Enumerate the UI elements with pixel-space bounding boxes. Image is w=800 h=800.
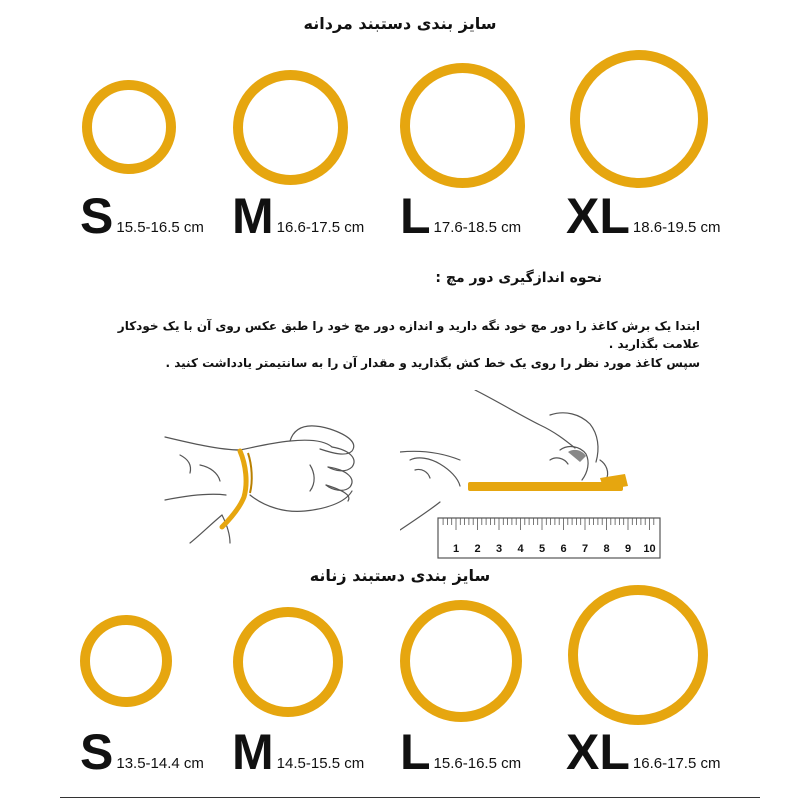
ruler-number-label: 6 [560, 543, 567, 555]
size-letter: L [400, 724, 431, 780]
men-size-s [80, 188, 204, 244]
women-ring-m [233, 607, 343, 717]
size-range: 15.5-16.5 cm [116, 219, 204, 236]
size-range: 16.6-17.5 cm [276, 219, 365, 236]
men-size-l [400, 188, 522, 244]
ruler-number-label: 10 [643, 543, 656, 555]
men-ring-xl [570, 50, 708, 188]
women-size-xl [566, 724, 721, 780]
size-letter: S [80, 188, 114, 244]
men-size-labels [0, 190, 800, 250]
women-size-l [400, 724, 522, 780]
size-letter: L [400, 188, 431, 244]
ruler-number-label: 7 [581, 543, 589, 555]
men-section-title: سایز بندی دستبند مردانه [303, 14, 497, 33]
women-ring-l [400, 600, 522, 722]
size-letter: XL [566, 188, 630, 244]
women-size-m [232, 724, 365, 780]
ruler-number-label: 5 [538, 543, 546, 555]
women-ring-xl [568, 585, 708, 725]
size-range: 15.6-16.5 cm [433, 755, 522, 772]
ruler-number-label: 2 [474, 543, 481, 555]
women-size-labels [0, 724, 800, 784]
size-range: 14.5-15.5 cm [276, 755, 365, 772]
men-size-m [232, 188, 365, 244]
size-range: 18.6-19.5 cm [632, 219, 721, 236]
instruction-line-1: ابتدا یک برش کاغذ را دور مچ خود نگه دارید و اندازه دور مچ خود را طبق عکس روی آن با یک خودکار علامت بگذارید . [117, 319, 700, 351]
size-letter: M [232, 724, 274, 780]
howto-title: نحوه اندازگیری دور مچ : [435, 270, 602, 286]
women-size-s [80, 724, 204, 780]
size-letter: M [232, 188, 274, 244]
men-ring-l [400, 63, 525, 188]
ruler-number-label: 8 [603, 543, 610, 555]
women-section-title: سایز بندی دستبند زنانه [309, 566, 491, 585]
women-ring-s [80, 615, 172, 707]
size-range: 17.6-18.5 cm [433, 219, 522, 236]
bottom-divider [60, 797, 760, 798]
ruler-number-label: 9 [624, 543, 632, 555]
ruler-number-label: 3 [495, 543, 503, 555]
size-range: 16.6-17.5 cm [632, 755, 721, 772]
men-ring-s [82, 80, 176, 174]
instruction-line-2: سپس کاغذ مورد نظر را روی یک خط کش بگذارید و مقدار آن را به سانتیمتر یادداشت کنید . [165, 356, 700, 370]
men-size-xl [566, 188, 721, 244]
ruler-measure-illustration [400, 390, 670, 562]
men-ring-m [233, 70, 348, 185]
ruler-number-label: 1 [452, 543, 460, 555]
wrist-with-bracelet-illustration [160, 395, 390, 545]
size-range: 13.5-14.4 cm [116, 755, 204, 772]
size-letter: S [80, 724, 114, 780]
size-letter: XL [566, 724, 630, 780]
ruler-number-label: 4 [517, 543, 524, 555]
